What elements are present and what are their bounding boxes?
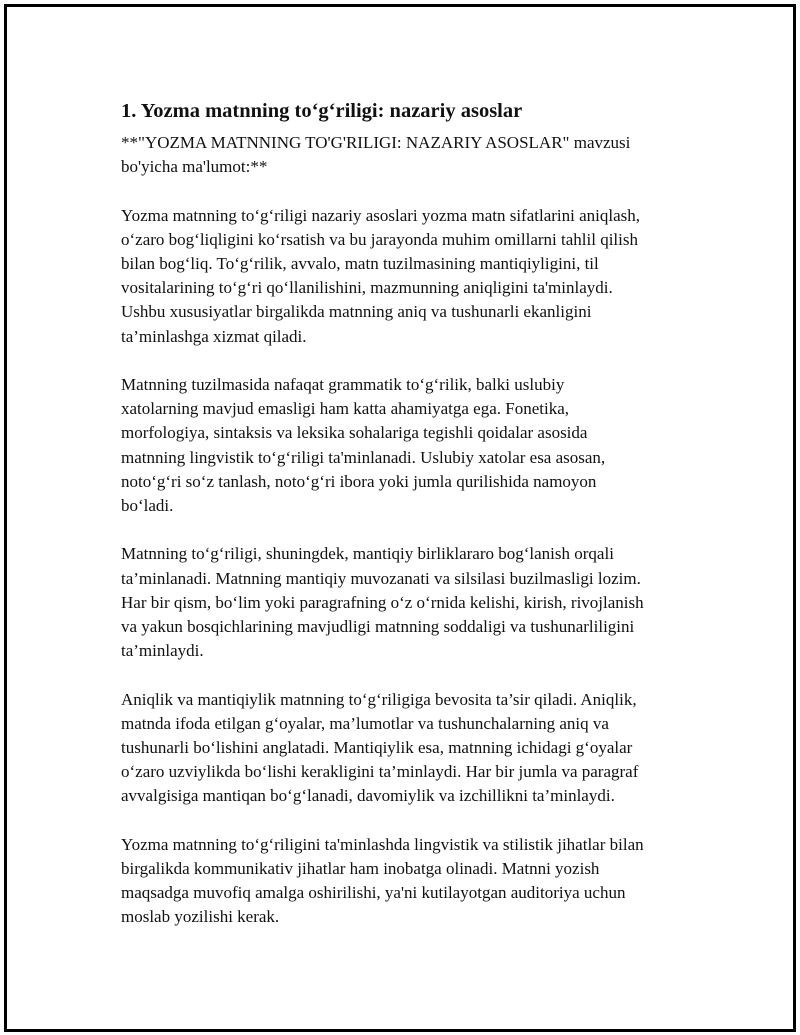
paragraph-intro [121,131,701,179]
text-line: bo'yicha ma'lumot:** [121,157,268,177]
text-line: tushunarli bo‘lishini anglatadi. Mantiqiylik esa, matnning ichidagi g‘oyalar [121,738,633,758]
text-line: ta’minlanadi. Matnning mantiqiy muvozanati va silsilasi buzilmasligi lozim. [121,568,641,588]
text-line: Ushbu xususiyatlar birgalikda matnning aniq va tushunarli ekanligini [121,302,592,322]
text-line: Matnning to‘g‘riligi, shuningdek, mantiqiy birliklararo bog‘lanish orqali [121,544,614,564]
text-line: bo‘ladi. [121,496,174,516]
text-line: matnda ifoda etilgan g‘oyalar, ma’lumotlar va tushunchalarning aniq va [121,713,609,733]
document-body [121,97,701,954]
text-line: Aniqlik va mantiqiylik matnning to‘g‘riligiga bevosita ta’sir qiladi. Aniqlik, [121,689,637,709]
text-line: o‘zaro bog‘liqligini ko‘rsatish va bu jarayonda muhim omillarni tahlil qilish [121,229,638,249]
paragraph-3 [121,542,701,663]
paragraph-5 [121,833,701,930]
text-line: o‘zaro uzviylikda bo‘lishi kerakligini ta’minlaydi. Har bir jumla va paragraf [121,762,639,782]
text-line: morfologiya, sintaksis va leksika sohalariga tegishli qoidalar asosida [121,423,588,443]
text-line: noto‘g‘ri so‘z tanlash, noto‘g‘ri ibora yoki jumla qurilishida namoyon [121,471,597,491]
text-line: matnning lingvistik to‘g‘riligi ta'minlanadi. Uslubiy xatolar esa asosan, [121,447,606,467]
document-heading: 1. Yozma matnning to‘g‘riligi: nazariy asoslar [121,100,523,122]
paragraph-1 [121,204,701,349]
text-line: ta’minlaydi. [121,641,204,661]
text-line: **"YOZMA MATNNING TO'G'RILIGI: NAZARIY ASOSLAR" mavzusi [121,133,631,152]
text-line: Yozma matnning to‘g‘riligi nazariy asoslari yozma matn sifatlarini aniqlash, [121,205,641,225]
text-line: va yakun bosqichlarining mavjudligi matnning soddaligi va tushunarliligini [121,617,635,637]
text-line: birgalikda kommunikativ jihatlar ham inobatga olinadi. Matnni yozish [121,859,600,879]
text-line: bilan bog‘liq. To‘g‘rilik, avvalo, matn tuzilmasining mantiqiyligini, til [121,254,599,273]
text-line: avvalgisiga mantiqan bo‘g‘lanadi, davomiylik va izchillikni ta’minlaydi. [121,786,615,806]
text-line: moslab yozilishi kerak. [121,907,280,927]
text-line: Yozma matnning to‘g‘riligini ta'minlashda lingvistik va stilistik jihatlar bilan [121,834,644,854]
text-line: Matnning tuzilmasida nafaqat grammatik to‘g‘rilik, balki uslubiy [121,375,565,394]
paragraph-4 [121,688,701,809]
text-line: xatolarning mavjud emasligi ham katta ahamiyatga ega. Fonetika, [121,399,570,419]
text-line: maqsadga muvofiq amalga oshirilishi, ya'ni kutilayotgan auditoriya uchun [121,883,626,903]
page-frame [4,4,796,1032]
text-line: Har bir qism, bo‘lim yoki paragrafning o‘z o‘rnida kelishi, kirish, rivojlanish [121,592,644,612]
paragraph-2 [121,373,701,518]
text-line: vositalarining to‘g‘ri qo‘llanilishini, mazmunning aniqligini ta'minlaydi. [121,278,613,298]
text-line: ta’minlashga xizmat qiladi. [121,326,307,346]
